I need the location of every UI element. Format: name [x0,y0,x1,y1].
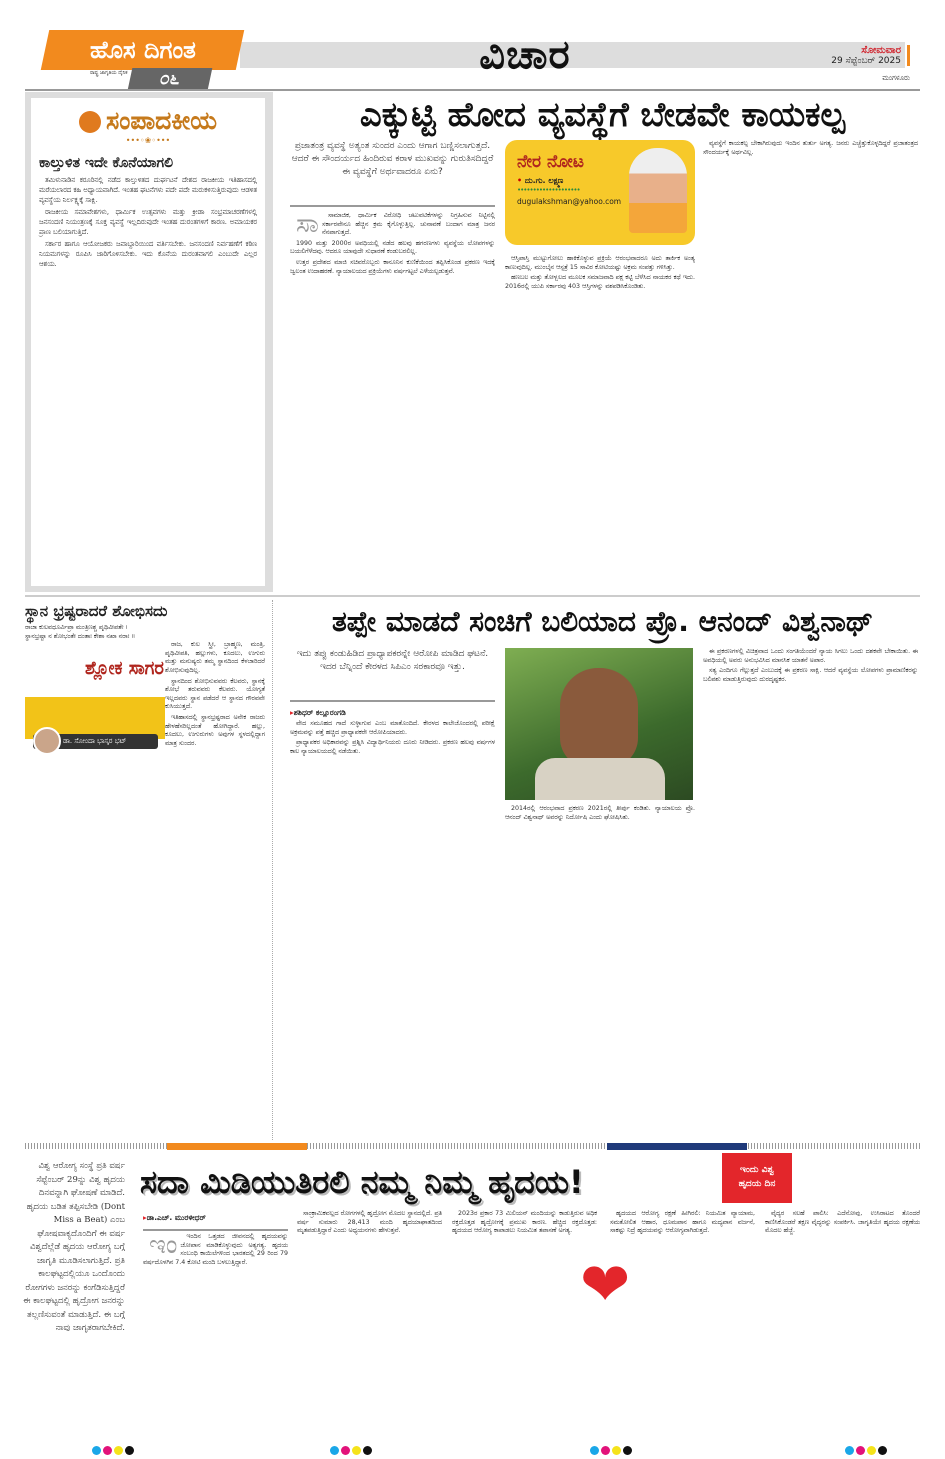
heart-body-col5: ವೈದ್ಯರ ಸಲಹೆ ಪಾಲಿಸಿ: ಎದೆನೋವು, ಉಸಿರಾಟದ ತೊಂದರೆ ಕಾಣಿಸಿಕೊಂಡರೆ ತಕ್ಷಣ ವೈದ್ಯರನ್ನು ಸಂಪರ್ಕಿಸಿ. ಜಾಗೃತಿಯೇ ಹೃದಯ ರಕ್ಷಣೆಯ ಮೊದಲ ಹೆಜ್ಜೆ. [765,1210,920,1235]
ornament-divider: •••◦❀◦••• [125,136,171,145]
author-photo [33,727,61,755]
lead-deck: ಪ್ರಜಾತಂತ್ರ ವ್ಯವಸ್ಥೆ ಅತ್ಯಂತ ಸುಂದರ ಎಂದು ಆಗಾಗ ಬಣ್ಣಿಸಲಾಗುತ್ತದೆ. ಆದರೆ ಈ ಸೌಂದರ್ಯದ ಹಿಂದಿರುವ ಕರಾಳ ಮುಖವನ್ನು ಗುರುತಿಸದಿದ್ದರೆ ಈ ವ್ಯವಸ್ಥೆಗೆ ಅರ್ಥವಾದರೂ ಏನು? [291,141,494,177]
date: 29 ಸೆಪ್ಟೆಂಬರ್ 2025 [831,56,901,66]
author-email[interactable]: dugulakshman@yahoo.com [517,197,622,206]
second-body-col1: ವೇದ ಸಮೂಹದ ಗಾದೆ ಸುಳ್ಳಾಗುವ ಎಂಬ ಮಾತೊಂದಿದೆ. ಕೇರಳದ ಕಾಲೇಜೊಂದರಲ್ಲಿ ಪರೀಕ್ಷೆ ಅಕ್ರಮವನ್ನು ಪತ್ತೆ ಹಚ್ಚಿದ ಪ್ರಾಧ್ಯಾಪಕರೇ ಆರೋಪಿಯಾದರು. ಪ್ರಾಧ್ಯಾಪಕರ ಅಧಿಕಾರವನ್ನು ಪ್ರಶ್ನಿಸಿ ವಿದ್ಯಾರ್ಥಿನಿಯರು ದೂರು ನೀಡಿದರು. ಪ್ರಕರಣ ಹಲವು ವರ್ಷಗಳ ಕಾಲ ನ್ಯಾಯಾಲಯದಲ್ಲಿ ನಡೆಯಿತು. [290,720,495,755]
section-title: ವಿಚಾರ [479,32,571,78]
lead-body-col1: ಸಾ ಸಾಮಾಜಿಕ, ಧಾರ್ಮಿಕ ವಿರೋಧಿ ಚಟುವಟಿಕೆಗಳನ್ನು ನಿಗ್ರಹಿಸುವ ನಿಟ್ಟಿನಲ್ಲಿ ಸರ್ಕಾರವೇನೂ ಹೆಚ್ಚಿನ ಕ್ರಮ ಕೈಗೊಳ್ಳುತ್ತಿಲ್ಲ. ಚುನಾವಣೆ ಬಂದಾಗ ಮಾತ್ರ ಜನರ ನೆನಪಾಗುತ್ತದೆ. 1990 ಮತ್ತು 2000ರ ಅವಧಿಯಲ್ಲಿ ನಡೆದ ಹಲವು ಹಗರಣಗಳು ವ್ಯವಸ್ಥೆಯ ಲೋಪಗಳನ್ನು ಬಯಲಿಗೆಳೆದವು. ಆದರೂ ಯಾವುದೇ ಸುಧಾರಣೆ ಕಂಡುಬರಲಿಲ್ಲ. ಉತ್ತರ ಪ್ರದೇಶದ ಮಾಜಿ ಸಚಿವರೊಬ್ಬರು ಕಾನೂನಿನ ಕುಣಿಕೆಯಿಂದ ತಪ್ಪಿಸಿಕೊಂಡ ಪ್ರಕರಣ ಇದಕ್ಕೆ ಜ್ವಲಂತ ಉದಾಹರಣೆ. ನ್ಯಾಯಾಲಯದ ಪ್ರಕ್ರಿಯೆಗಳು ವರ್ಷಗಟ್ಟಲೆ ಎಳೆಯಲ್ಪಡುತ್ತವೆ. [290,212,495,275]
editorial-body: ತಮಿಳುನಾಡಿನ ಕರೂರಿನಲ್ಲಿ ನಡೆದ ಕಾಲ್ತುಳಿತದ ದುರ್ಘಟನೆ ದೇಶದ ರಾಜಕೀಯ ಇತಿಹಾಸದಲ್ಲಿ ಮರೆಯಲಾರದ ಕಹಿ ಅಧ್ಯಾಯವಾಗಿದೆ. ಇಂತಹ ಘಟನೆಗಳು ಪದೇ ಪದೇ ಮರುಕಳಿಸುತ್ತಿರುವುದು ಆಡಳಿತ ವ್ಯವಸ್ಥೆಯ ನಿರ್ಲಕ್ಷ್ಯಕ್ಕೆ ಸಾಕ್ಷಿ. ರಾಜಕೀಯ ಸಮಾವೇಶಗಳು, ಧಾರ್ಮಿಕ ಉತ್ಸವಗಳು ಮತ್ತು ಕ್ರೀಡಾ ಸಂಭ್ರಮಾಚರಣೆಗಳಲ್ಲಿ ಜನಸಂದಣಿ ನಿಯಂತ್ರಣಕ್ಕೆ ಸೂಕ್ತ ವ್ಯವಸ್ಥೆ ಇಲ್ಲದಿರುವುದೇ ಇಂತಹ ದುರಂತಗಳಿಗೆ ಕಾರಣ. ಅಮಾಯಕರ ಪ್ರಾಣ ಬಲಿಯಾಗುತ್ತಿದೆ. ಸರ್ಕಾರ ಹಾಗೂ ಆಯೋಜಕರು ಜವಾಬ್ದಾರಿಯಿಂದ ವರ್ತಿಸಬೇಕು. ಜನಸಂದಣಿ ನಿರ್ವಹಣೆಗೆ ಕಠಿಣ ನಿಯಮಗಳನ್ನು ರೂಪಿಸಿ ಜಾರಿಗೊಳಿಸಬೇಕು. ಇದು ಕೊನೆಯ ದುರಂತವಾಗಲಿ ಎಂಬುದೇ ಎಲ್ಲರ ಆಶಯ. [39,176,257,268]
page-number: ೦೬ [128,68,213,90]
second-byline: ▸ಶಶಿಧರ್ ಕಲ್ಲೂರಂಗಡಿ [290,700,495,718]
heart-body-col3: 2023ರ ಪ್ರಕಾರ 73 ಮಿಲಿಯನ್ ಮಂದಿಯನ್ನು ಕಾಡುತ್ತಿರುವ ಅಧಿಕ ರಕ್ತದೊತ್ತಡ ಹೃದ್ರೋಗಕ್ಕೆ ಪ್ರಮುಖ ಕಾರಣ. ಹೆಚ್ಚಿದ ರಕ್ತದೊತ್ತಡ: ಹೃದಯದ ಆರೋಗ್ಯ ಕಾಪಾಡಲು ನಿಯಮಿತ ತಪಾಸಣೆ ಅಗತ್ಯ. [452,1210,597,1235]
divider [25,595,920,597]
author-photo [629,148,687,233]
heart-headline: ಸದಾ ಮಿಡಿಯುತಿರಲಿ ನಮ್ಮ ನಿಮ್ಮ ಹೃದಯ! [140,1163,584,1201]
divider [290,205,495,207]
second-body-col3: ಈ ಪ್ರಕರಣಗಳಲ್ಲಿ ವಿಚಿತ್ರವಾದ ಒಂದು ಸಂಗತಿಯೆಂದರೆ ನ್ಯಾಯ ಸಿಗಲು ಒಂದು ದಶಕವೇ ಬೇಕಾಯಿತು. ಈ ಅವಧಿಯಲ್ಲಿ ಅವರು ಅನುಭವಿಸಿದ ಮಾನಸಿಕ ಯಾತನೆ ಅಪಾರ. ಸತ್ಯ ಎಂದಿಗೂ ಗೆಲ್ಲುತ್ತದೆ ಎಂಬುದಕ್ಕೆ ಈ ಪ್ರಕರಣ ಸಾಕ್ಷಿ. ಆದರೆ ವ್ಯವಸ್ಥೆಯ ಲೋಪಗಳು ಪ್ರಾಮಾಣಿಕರನ್ನು ಬಲಿಪಶು ಮಾಡುತ್ತಿರುವುದು ದುರದೃಷ್ಟಕರ. [703,648,918,683]
paper-logo [41,30,245,70]
stripe-navy [607,1143,747,1150]
heart-icon: ❤ [580,1250,631,1320]
paper-name: ಹೊಸ ದಿಗಂತ [89,36,196,64]
heart-body-col4: ಹೃದಯದ ಆರೋಗ್ಯ ರಕ್ಷಣೆ ಹೀಗಿರಲಿ: ನಿಯಮಿತ ವ್ಯಾಯಾಮ, ಸಮತೋಲಿತ ಆಹಾರ, ಧೂಮಪಾನ ಹಾಗೂ ಮದ್ಯಪಾನ ವರ್ಜನೆ, ಸಾಕಷ್ಟು ನಿದ್ರೆ ಹೃದಯವನ್ನು ಆರೋಗ್ಯವಾಗಿಡುತ್ತದೆ. [610,1210,755,1235]
second-headline: ತಪ್ಪೇ ಮಾಡದೆ ಸಂಚಿಗೆ ಬಲಿಯಾದ ಪ್ರೊ. ಆನಂದ್ ವಿಶ್ವನಾಥ್ [331,605,874,638]
shloka-label: ಶ್ಲೋಕ ಸಾಗರ [85,658,164,680]
heart-byline: ▸ಡಾ.ಎಚ್. ಮುರಳೀಧರ್ [143,1213,288,1231]
lead-body-col3: ವ್ಯವಸ್ಥೆಗೆ ಕಾಯಕಲ್ಪ ಬೇಕಾಗಿರುವುದು ಇಂದಿನ ತುರ್ತು ಅಗತ್ಯ. ಜನರು ಎಚ್ಚೆತ್ತುಕೊಳ್ಳದಿದ್ದರೆ ಪ್ರಜಾತಂತ್ರದ ಸೌಂದರ್ಯಕ್ಕೆ ಅರ್ಥವಿಲ್ಲ. [703,140,918,156]
heart-sidebar: ವಿಶ್ವ ಆರೋಗ್ಯ ಸಂಸ್ಥೆ ಪ್ರತಿ ವರ್ಷ ಸೆಪ್ಟೆಂಬರ್ 29ನ್ನು ವಿಶ್ವ ಹೃದಯ ದಿನವನ್ನಾಗಿ ಘೋಷಣೆ ಮಾಡಿದೆ. ಹೃದಯ ಬಡಿತ ತಪ್ಪಿಸಬೇಡಿ (Dont Miss a Beat) ಎಂಬ ಘೋಷವಾಕ್ಯದೊಂದಿಗೆ ಈ ವರ್ಷ ವಿಶ್ವದೆಲ್ಲೆಡೆ ಹೃದಯ ಆರೋಗ್ಯ ಬಗ್ಗೆ ಜಾಗೃತಿ ಮೂಡಿಸಲಾಗುತ್ತಿದೆ. ಪ್ರತಿ ಕಾಲಘಟ್ಟದಲ್ಲಿಯೂ ಒಂದೊಂದು ರೋಗಗಳು ಜನರನ್ನು ಕಂಗೆಡಿಸುತ್ತಿದ್ದರೆ ಈ ಕಾಲಘಟ್ಟದಲ್ಲಿ ಹೃದ್ರೋಗ ಜನರನ್ನು ತಲ್ಲಣಿಸುವಂತೆ ಮಾಡುತ್ತಿದೆ. ಈ ಬಗ್ಗೆ ನಾವು ಜಾಗೃತರಾಗಬೇಕಿದೆ. [23,1161,125,1333]
shloka-body: ರಾಜ, ಕುಲ ಸ್ತ್ರೀ, ಬ್ರಾಹ್ಮಣ, ಮಂತ್ರಿ, ಪೃಥಿವೀಪತಿ, ಹಲ್ಲುಗಳು, ಕೂದಲು, ಉಗುರು ಮತ್ತು ಮನುಷ್ಯರು ತಮ್ಮ ಸ್ಥಾನದಿಂದ ಕೆಳಜಾರಿದರೆ ಶೋಭಿಸುವುದಿಲ್ಲ. ಸ್ಥಾನದಿಂದ ಶೋಭಿಸುವವರು ಕೆಲವರು, ಸ್ಥಾನಕ್ಕೆ ಶೋಭೆ ತರುವವರು ಕೆಲವರು. ಯೋಗ್ಯತೆ ಇಲ್ಲದವರು ಸ್ಥಾನ ಪಡೆದರೆ ಆ ಸ್ಥಾನದ ಗೌರವವೇ ಕುಸಿಯುತ್ತದೆ. ಇತಿಹಾಸದಲ್ಲಿ ಸ್ಥಾನಭ್ರಷ್ಟರಾದ ಅನೇಕ ರಾಜರು ಹೇಳಹೆಸರಿಲ್ಲದಂತೆ ಹೋಗಿದ್ದಾರೆ. ಹಲ್ಲು, ಕೂದಲು, ಉಗುರುಗಳು ಅವುಗಳ ಸ್ಥಳದಲ್ಲಿದ್ದಾಗ ಮಾತ್ರ ಸುಂದರ. [165,641,265,747]
color-registration-marks [92,1440,136,1459]
world-heart-day-badge: ಇಂದು ವಿಶ್ವ ಹೃದಯ ದಿನ [722,1153,792,1203]
column-rule [272,600,273,1140]
editorial-title: ಕಾಲ್ತುಳಿತ ಇದೇ ಕೊನೆಯಾಗಲಿ [39,155,174,171]
divider [25,89,920,91]
stripe-orange [167,1143,307,1150]
logo-icon [79,111,101,133]
article-photo [505,648,693,800]
editorial-box [25,92,273,592]
day: ಸೋಮವಾರ [861,45,901,56]
color-registration-marks [845,1440,889,1459]
lead-headline: ಎಕ್ಕುಟ್ಟಿ ಹೋದ ವ್ಯವಸ್ಥೆಗೆ ಬೇಡವೇ ಕಾಯಕಲ್ಪ [359,95,846,135]
shloka-sagara-graphic [25,649,165,769]
tagline: ರಾಷ್ಟ್ರ ಜಾಗೃತಿಯ ದೈನಿಕ [90,70,128,76]
section-stripe [25,1143,920,1149]
shloka-author: ಡಾ. ಸೋಂದಾ ಭಾಸ್ಕರ ಭಟ್ [33,734,158,749]
second-deck: ಇದು ತಪ್ಪು ಕಂಡುಹಿಡಿದ ಪ್ರಾಧ್ಯಾಪಕರನ್ನೇ ಆರೋಪಿ ಮಾಡಿದ ಘಟನೆ. ಇದರ ಬೆನ್ನಿಂದೆ ಕೇರಳದ ಸಿಪಿಎಂ ಸರಕಾರವೂ ಇತ್ತು. [296,649,489,672]
editorial-label: ಸಂಪಾದಕೀಯ [39,106,257,136]
edition: ಮಂಗಳೂರು [882,74,910,82]
heart-body-col1: ಇಂ ಇಂದಿನ ಒತ್ತಡದ ಜೀವನದಲ್ಲಿ ಹೃದಯವನ್ನು ಜೋಪಾನ ಮಾಡಿಕೊಳ್ಳುವುದು ಅತ್ಯಗತ್ಯ. ಹೃದಯ ಸಂಬಂಧಿ ಕಾಯಿಲೆಗಳಿಂದ ಭಾರತದಲ್ಲಿ 29 ರಿಂದ 79 ವರ್ಷದೊಳಗಿನ 7.4 ಕೋಟಿ ಮಂದಿ ಬಳಲುತ್ತಿದ್ದಾರೆ. [143,1233,288,1266]
author: • ದು.ಗು. ಲಕ್ಷ್ಮಣ [517,176,564,185]
color-registration-marks [330,1440,374,1459]
shloka-title: ಸ್ಥಾನ ಭ್ರಷ್ಟರಾದರೆ ಶೋಭಿಸದು [25,602,168,620]
second-body-col2: 2014ರಲ್ಲಿ ಆರಂಭವಾದ ಪ್ರಕರಣ 2021ರಲ್ಲಿ ತೀರ್ಪು ಕಂಡಿತು. ನ್ಯಾಯಾಲಯ ಪ್ರೊ. ಆನಂದ್ ವಿಶ್ವನಾಥ್ ಅವರನ್ನು ನಿರ್ದೋಷಿ ಎಂದು ಘೋಷಿಸಿತು. [505,805,695,821]
heart-body-col2: ಸಾಂಕ್ರಾಮಿಕವಲ್ಲದ ರೋಗಗಳಲ್ಲಿ ಹೃದ್ರೋಗ ಮೊದಲ ಸ್ಥಾನದಲ್ಲಿದೆ. ಪ್ರತಿ ವರ್ಷ ಸುಮಾರು 28,413 ಮಂದಿ ಹೃದಯಾಘಾತದಿಂದ ಮೃತಪಡುತ್ತಿದ್ದಾರೆ ಎಂದು ಅಧ್ಯಯನಗಳು ಹೇಳುತ್ತವೆ. [297,1210,442,1235]
column-name: ನೇರ ನೋಟ [517,152,584,172]
shloka-verse: ರಾಜಾ ಕುಲವಧೂರ್ವಿಪ್ರಾ ಮಂತ್ರಿಣಶ್ಚ ಪೃಥಿವೀಪತೇ । ಸ್ಥಾನಭ್ರಷ್ಟಾ ನ ಶೋಭಂತೇ ದಂತಾಃ ಕೇಶಾ ನಖಾ ನರಾಃ ॥ [25,624,136,640]
column-box: ನೇರ ನೋಟ • ದು.ಗು. ಲಕ್ಷ್ಮಣ •••••••••••••••••••• dugulakshman@yahoo.com [505,140,695,245]
color-registration-marks [590,1440,634,1459]
lead-body-col2: ಆಸ್ತಿಪಾಸ್ತಿ ಮುಟ್ಟುಗೋಲು ಹಾಕಿಕೊಳ್ಳುವ ಪ್ರಕ್ರಿಯೆ ಆರಂಭವಾದರೂ ಅದು ತಾರ್ಕಿಕ ಅಂತ್ಯ ಕಾಣುವುದಿಲ್ಲ. ಮುಂಬೈನ ಆಸ್ಪತ್ರೆ 15 ಸಾವಿರ ಕೋಟಿಯಷ್ಟು ಅಕ್ರಮ ಸಂಪತ್ತು ಗಳಿಸಿತ್ತು. ಹಣಬಲ ಮತ್ತು ತೋಳ್ಬಲದ ಮೂಲಕ ಸಮಾಜವಾದಿ ಪಕ್ಷ ಕಟ್ಟಿ ಬೆಳೆಸಿದ ನಾಯಕರ ಕಥೆ ಇದು. 2016ರಲ್ಲಿ ಯುಪಿ ಸರ್ಕಾರವು 403 ಆಸ್ತಿಗಳನ್ನು ವಶಪಡಿಸಿಕೊಂಡಿತು. [505,255,695,290]
shloka-section [25,602,265,1137]
